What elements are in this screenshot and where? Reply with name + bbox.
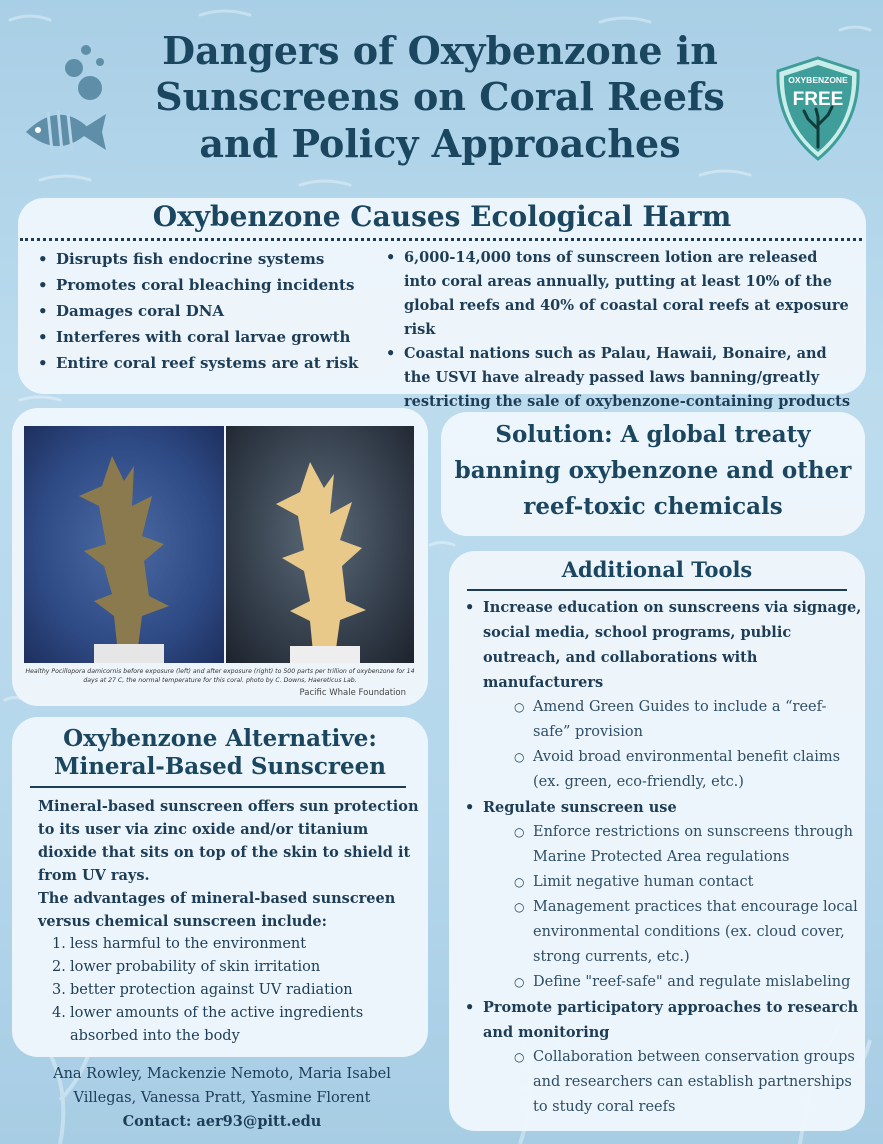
contact-email: Contact: aer93@pitt.edu (122, 1113, 322, 1130)
tool-sublist (483, 820, 863, 995)
list-item (463, 995, 863, 1120)
list-item: ○ Management practices that encourage local environmental conditions (ex. cloud cover, strong currents, etc.) (513, 895, 863, 970)
list-item: 2. lower probability of skin irritation (52, 959, 321, 975)
list-item: ○ Define "reef-safe" and regulate mislabeling (513, 970, 863, 995)
alternative-card (12, 717, 428, 1057)
ecological-harm-heading: Oxybenzone Causes Ecological Harm (152, 200, 732, 233)
list-item: • Promotes coral bleaching incidents (36, 272, 396, 298)
list-item: ○ Enforce restrictions on sunscreens through Marine Protected Area regulations (513, 820, 863, 870)
alternative-intro: Mineral-based sunscreen offers sun protection to its user via zinc oxide and/or titanium dioxide that sits on top of the skin to shield it from UV rays. (38, 798, 419, 884)
advantage-text: better protection against UV radiation (70, 982, 353, 998)
healthy-coral-image (24, 426, 224, 663)
badge-line1: OXYBENZONE (788, 75, 848, 85)
list-item: • Entire coral reef systems are at risk (36, 350, 396, 376)
tool-sublist (483, 695, 863, 795)
poster-title: Dangers of Oxybenzone in Sunscreens on Coral Reefs and Policy Approaches (155, 28, 725, 166)
bleached-coral-image (226, 426, 414, 663)
list-item: • Coastal nations such as Palau, Hawaii, Bonaire, and the USVI have already passed laws banning/greatly restricting the sale of oxybenzone-containing products (384, 342, 854, 414)
harm-left-list (36, 246, 396, 376)
list-item: • 6,000-14,000 tons of sunscreen lotion are released into coral areas annually, putting at least 10% of the global reefs and 40% of coastal coral reefs at exposure risk (384, 246, 854, 342)
coral-after-photo (226, 426, 414, 663)
tool-group-label: Increase education on sunscreens via signage, social media, school programs, public outreach, and collaborations with manufacturers (483, 599, 862, 691)
photo-caption: Healthy Pocillopora damicornis before exposure (left) and after exposure (right) to 500 parts per trillion of oxybenzone for 14 days at 27 C, the normal temperature for this coral. photo by C. Downs, Haereticus Lab. (25, 668, 415, 684)
alternative-heading-line2: Mineral-Based Sunscreen (54, 753, 386, 780)
alternative-heading-line1: Oxybenzone Alternative: (63, 725, 377, 752)
fish-bubbles-icon (18, 40, 118, 180)
list-item: • Damages coral DNA (36, 298, 396, 324)
additional-tools-card (449, 551, 865, 1131)
authors-block (22, 1062, 422, 1134)
list-item: 3. better protection against UV radiation (52, 982, 353, 998)
advantage-text: less harmful to the environment (70, 936, 307, 952)
list-item: ○ Collaboration between conservation groups and researchers can establish partnerships to study coral reefs (513, 1045, 863, 1120)
list-item (463, 795, 863, 995)
authors-line2: Villegas, Vanessa Pratt, Yasmine Florent (73, 1090, 371, 1106)
advantages-list (38, 933, 424, 1048)
list-item: 1. less harmful to the environment (52, 936, 307, 952)
advantages-intro: The advantages of mineral-based sunscreen versus chemical sunscreen include: (38, 890, 396, 930)
badge-line2: FREE (792, 89, 844, 110)
list-item: 4. lower amounts of the active ingredients absorbed into the body (52, 1005, 364, 1044)
list-item: ○ Amend Green Guides to include a “reef-safe” provision (513, 695, 863, 745)
tool-sublist (483, 1045, 863, 1120)
solution-text: Solution: A global treaty banning oxybenzone and other reef-toxic chemicals (454, 421, 852, 520)
advantage-text: lower probability of skin irritation (70, 959, 321, 975)
list-item: ○ Limit negative human contact (513, 870, 863, 895)
alternative-divider (30, 786, 406, 788)
additional-tools-heading: Additional Tools (561, 557, 753, 582)
harm-right-list (384, 246, 854, 414)
list-item: ○ Avoid broad environmental benefit claims (ex. green, eco-friendly, etc.) (513, 745, 863, 795)
list-item (463, 595, 863, 795)
alternative-body (38, 795, 424, 1048)
shield-icon (772, 55, 864, 165)
list-item: • Disrupts fish endocrine systems (36, 246, 396, 272)
coral-before-photo (24, 426, 224, 663)
photo-source: Pacific Whale Foundation (299, 688, 406, 698)
solution-card (441, 412, 865, 536)
tool-group-label: Regulate sunscreen use (483, 799, 677, 816)
oxybenzone-free-badge (772, 55, 864, 169)
coral-photo-card (12, 408, 428, 706)
tool-group-label: Promote participatory approaches to research and monitoring (483, 999, 859, 1041)
authors-line1: Ana Rowley, Mackenzie Nemoto, Maria Isabel (53, 1066, 391, 1082)
list-item: • Interferes with coral larvae growth (36, 324, 396, 350)
ecological-harm-card (18, 198, 866, 410)
advantage-text: lower amounts of the active ingredients absorbed into the body (70, 1005, 364, 1044)
tools-divider (467, 589, 847, 591)
tools-list (463, 595, 863, 1120)
dotted-divider (20, 238, 862, 241)
alternative-heading (12, 725, 428, 781)
